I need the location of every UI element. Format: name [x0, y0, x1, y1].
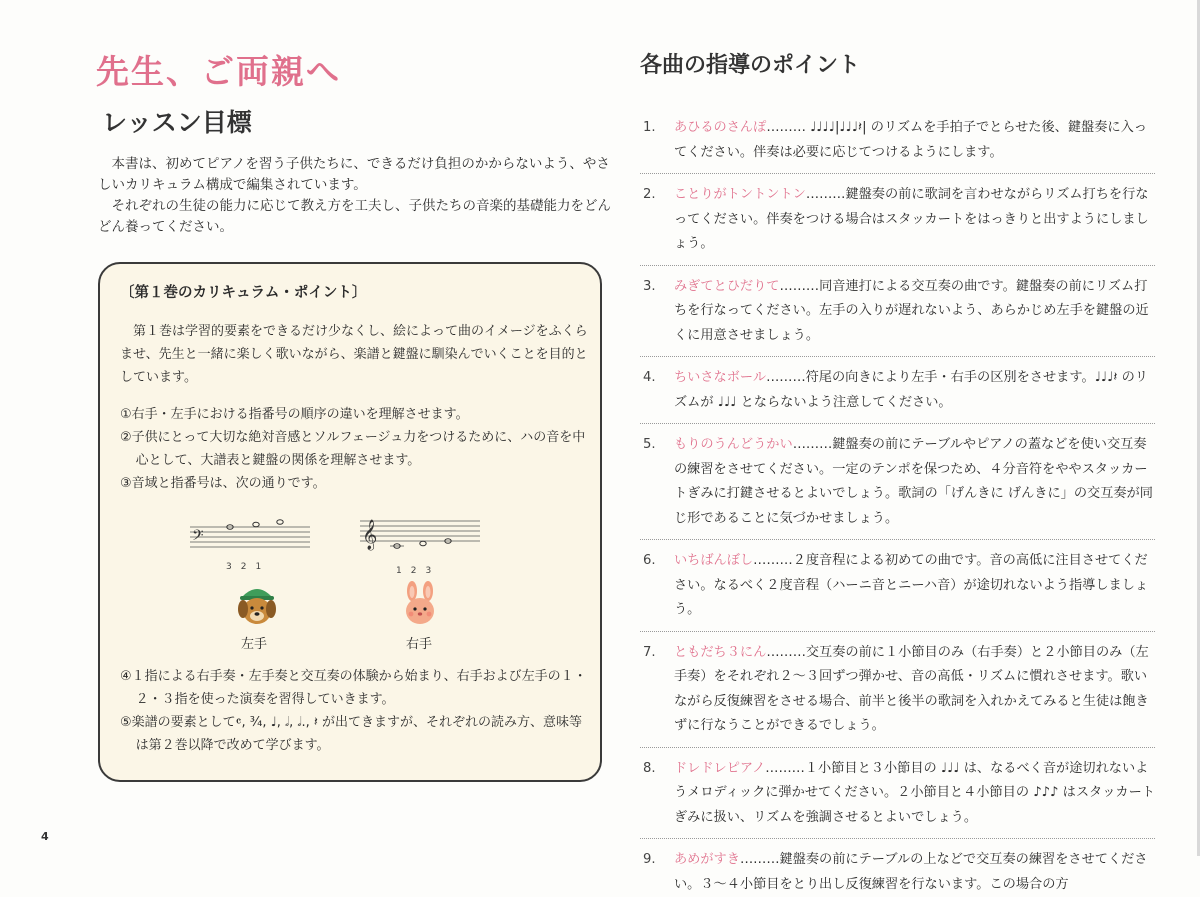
dog-character-icon	[234, 583, 280, 627]
divider	[640, 631, 1155, 632]
right-hand-label: 右手	[406, 637, 433, 652]
song-title: あめがすき	[674, 852, 740, 867]
svg-text:𝄢: 𝄢	[192, 527, 204, 548]
teaching-points-heading: 各曲の指導のポイント	[640, 53, 861, 78]
curriculum-item: ②子供にとって大切な絶対音感とソルフェージュ力をつけるために、ハの音を中心として、大譜表と鍵盤の関係を理解させます。	[120, 430, 586, 468]
curriculum-heading: 〔第１巻のカリキュラム・ポイント〕	[120, 285, 367, 301]
point-number: 6.	[643, 553, 656, 568]
intro-paragraph: それぞれの生徒の能力に応じて教え方を工夫し、子供たちの音楽的基礎能力をどんどん養ってください。	[98, 198, 611, 235]
point-text: ……… ♩♩♩♩|♩♩♩𝄽| のリズムを手拍子でとらせた後、鍵盤奏に入ってください。伴奏は必要に応じてつけるようにします。	[674, 120, 1147, 160]
song-title: ちいさなボール	[674, 370, 767, 385]
song-title: いちばんぼし	[674, 553, 754, 568]
point-text: ………同音連打による交互奏の曲です。鍵盤奏の前にリズム打ちを行なってください。左手の入りが遅れないよう、あらかじめ左手を鍵盤の近くに用意させましょう。	[674, 278, 1149, 343]
divider	[640, 173, 1155, 174]
point-number: 9.	[643, 852, 656, 867]
teaching-point	[640, 757, 1155, 831]
point-text: ………鍵盤奏の前に歌詞を言わせながらリズム打ちを行なってください。伴奏をつける場合はスタッカートをはっきりと出すようにしましょう。	[674, 187, 1149, 251]
song-title: ドレドレピアノ	[674, 760, 766, 776]
divider	[640, 838, 1155, 839]
teaching-point	[640, 116, 1155, 165]
left-column	[96, 50, 616, 753]
divider	[640, 747, 1155, 748]
teaching-point	[640, 433, 1155, 531]
point-number: 7.	[643, 644, 656, 660]
intro-text	[98, 154, 616, 238]
song-title: ことりがトントントン	[674, 187, 806, 202]
page-number: 4	[41, 830, 49, 843]
page-title: 先生、ご両親へ	[96, 52, 341, 91]
song-title: ともだち３にん	[674, 644, 767, 660]
divider	[640, 265, 1155, 266]
treble-staff-icon	[360, 513, 480, 557]
song-title: もりのうんどうかい	[674, 437, 793, 452]
divider	[640, 423, 1155, 424]
divider	[640, 356, 1155, 357]
right-column	[640, 50, 1155, 897]
bass-staff-icon	[190, 519, 310, 555]
teaching-point	[640, 848, 1155, 897]
point-number: 2.	[643, 187, 656, 202]
range-illustration	[120, 509, 590, 659]
intro-paragraph: 本書は、初めてピアノを習う子供たちに、できるだけ負担のかからないよう、やさしいカリキュラム構成で編集されています。	[98, 156, 610, 193]
curriculum-paragraph: 第１巻は学習的要素をできるだけ少なくし、絵によって曲のイメージをふくらませ、先生と一緒に楽しく歌いながら、楽譜と鍵盤に馴染んでいくことを目的としています。	[120, 324, 588, 385]
curriculum-item: ①右手・左手における指番号の順序の違いを理解させます。	[120, 407, 469, 422]
point-text: ………鍵盤奏の前にテーブルやピアノの蓋などを使い交互奏の練習をさせてください。一定のテンポを保つため、４分音符をややスタッカートぎみに打鍵させるとよいでしょう。歌詞の「げんきに げんきに」の交互奏が同じ形であることに気づかせましょう。	[674, 437, 1153, 526]
teaching-point	[640, 641, 1155, 739]
divider	[640, 539, 1155, 540]
point-text: ………鍵盤奏の前にテーブルの上などで交互奏の練習をさせてください。３～４小節目をとり出し反復練習を行ないます。この場合の方	[674, 852, 1148, 892]
teaching-point	[640, 183, 1155, 257]
point-text: ………２度音程による初めての曲です。音の高低に注目させてください。なるべく２度音程（ハーニ音とニーハ音）が途切れないよう指導しましょう。	[674, 553, 1149, 617]
point-number: 1.	[643, 120, 656, 135]
left-finger-numbers: 3 2 1	[226, 562, 262, 572]
curriculum-item: ④１指による右手奏・左手奏と交互奏の体験から始まり、右手および左手の１・２・３指を使った演奏を習得していきます。	[120, 669, 587, 707]
left-hand-label: 左手	[241, 637, 268, 652]
teaching-point	[640, 549, 1155, 623]
point-number: 5.	[643, 437, 656, 452]
point-text: ………符尾の向きにより左手・右手の区別をさせます。♩♩♩𝄽 のリズムが ♩♩♩ とならないよう注意してください。	[674, 370, 1148, 410]
lesson-goals-heading: レッスン目標	[102, 108, 252, 137]
rabbit-character-icon	[400, 581, 440, 627]
point-number: 3.	[643, 278, 656, 294]
svg-text:𝄞: 𝄞	[362, 520, 378, 550]
point-number: 4.	[643, 370, 656, 385]
teaching-point	[640, 275, 1155, 349]
right-finger-numbers: 1 2 3	[396, 566, 432, 576]
curriculum-item: ⑤楽譜の要素として𝄴, ¾, ♩, 𝅗𝅥, 𝅗𝅥., 𝄽 が出てきますが、それぞれの読み方、意味等は第２巻以降で改めて学びます。	[120, 715, 583, 753]
teaching-point	[640, 366, 1155, 415]
point-number: 8.	[643, 760, 656, 776]
point-text: ………１小節目と３小節目の ♩♩♩ は、なるべく音が途切れないようメロディックに弾かせてください。２小節目と４小節目の ♪♪♪ はスタッカートぎみに扱い、リズムを強調させるとよいでしょう。	[674, 760, 1155, 825]
song-title: みぎてとひだりて	[674, 278, 780, 294]
curriculum-item: ③音域と指番号は、次の通りです。	[120, 476, 326, 491]
point-text: ………交互奏の前に１小節目のみ（右手奏）と２小節目のみ（左手奏）をそれぞれ２～３回ずつ弾かせ、音の高低・リズムに慣れさせます。歌いながら反復練習をさせる場合、前半と後半の歌詞を入れかえてみると生徒は飽きずに行なうことができるでしょう。	[674, 644, 1149, 733]
curriculum-box	[98, 262, 602, 782]
song-title: あひるのさんぽ	[674, 120, 767, 135]
